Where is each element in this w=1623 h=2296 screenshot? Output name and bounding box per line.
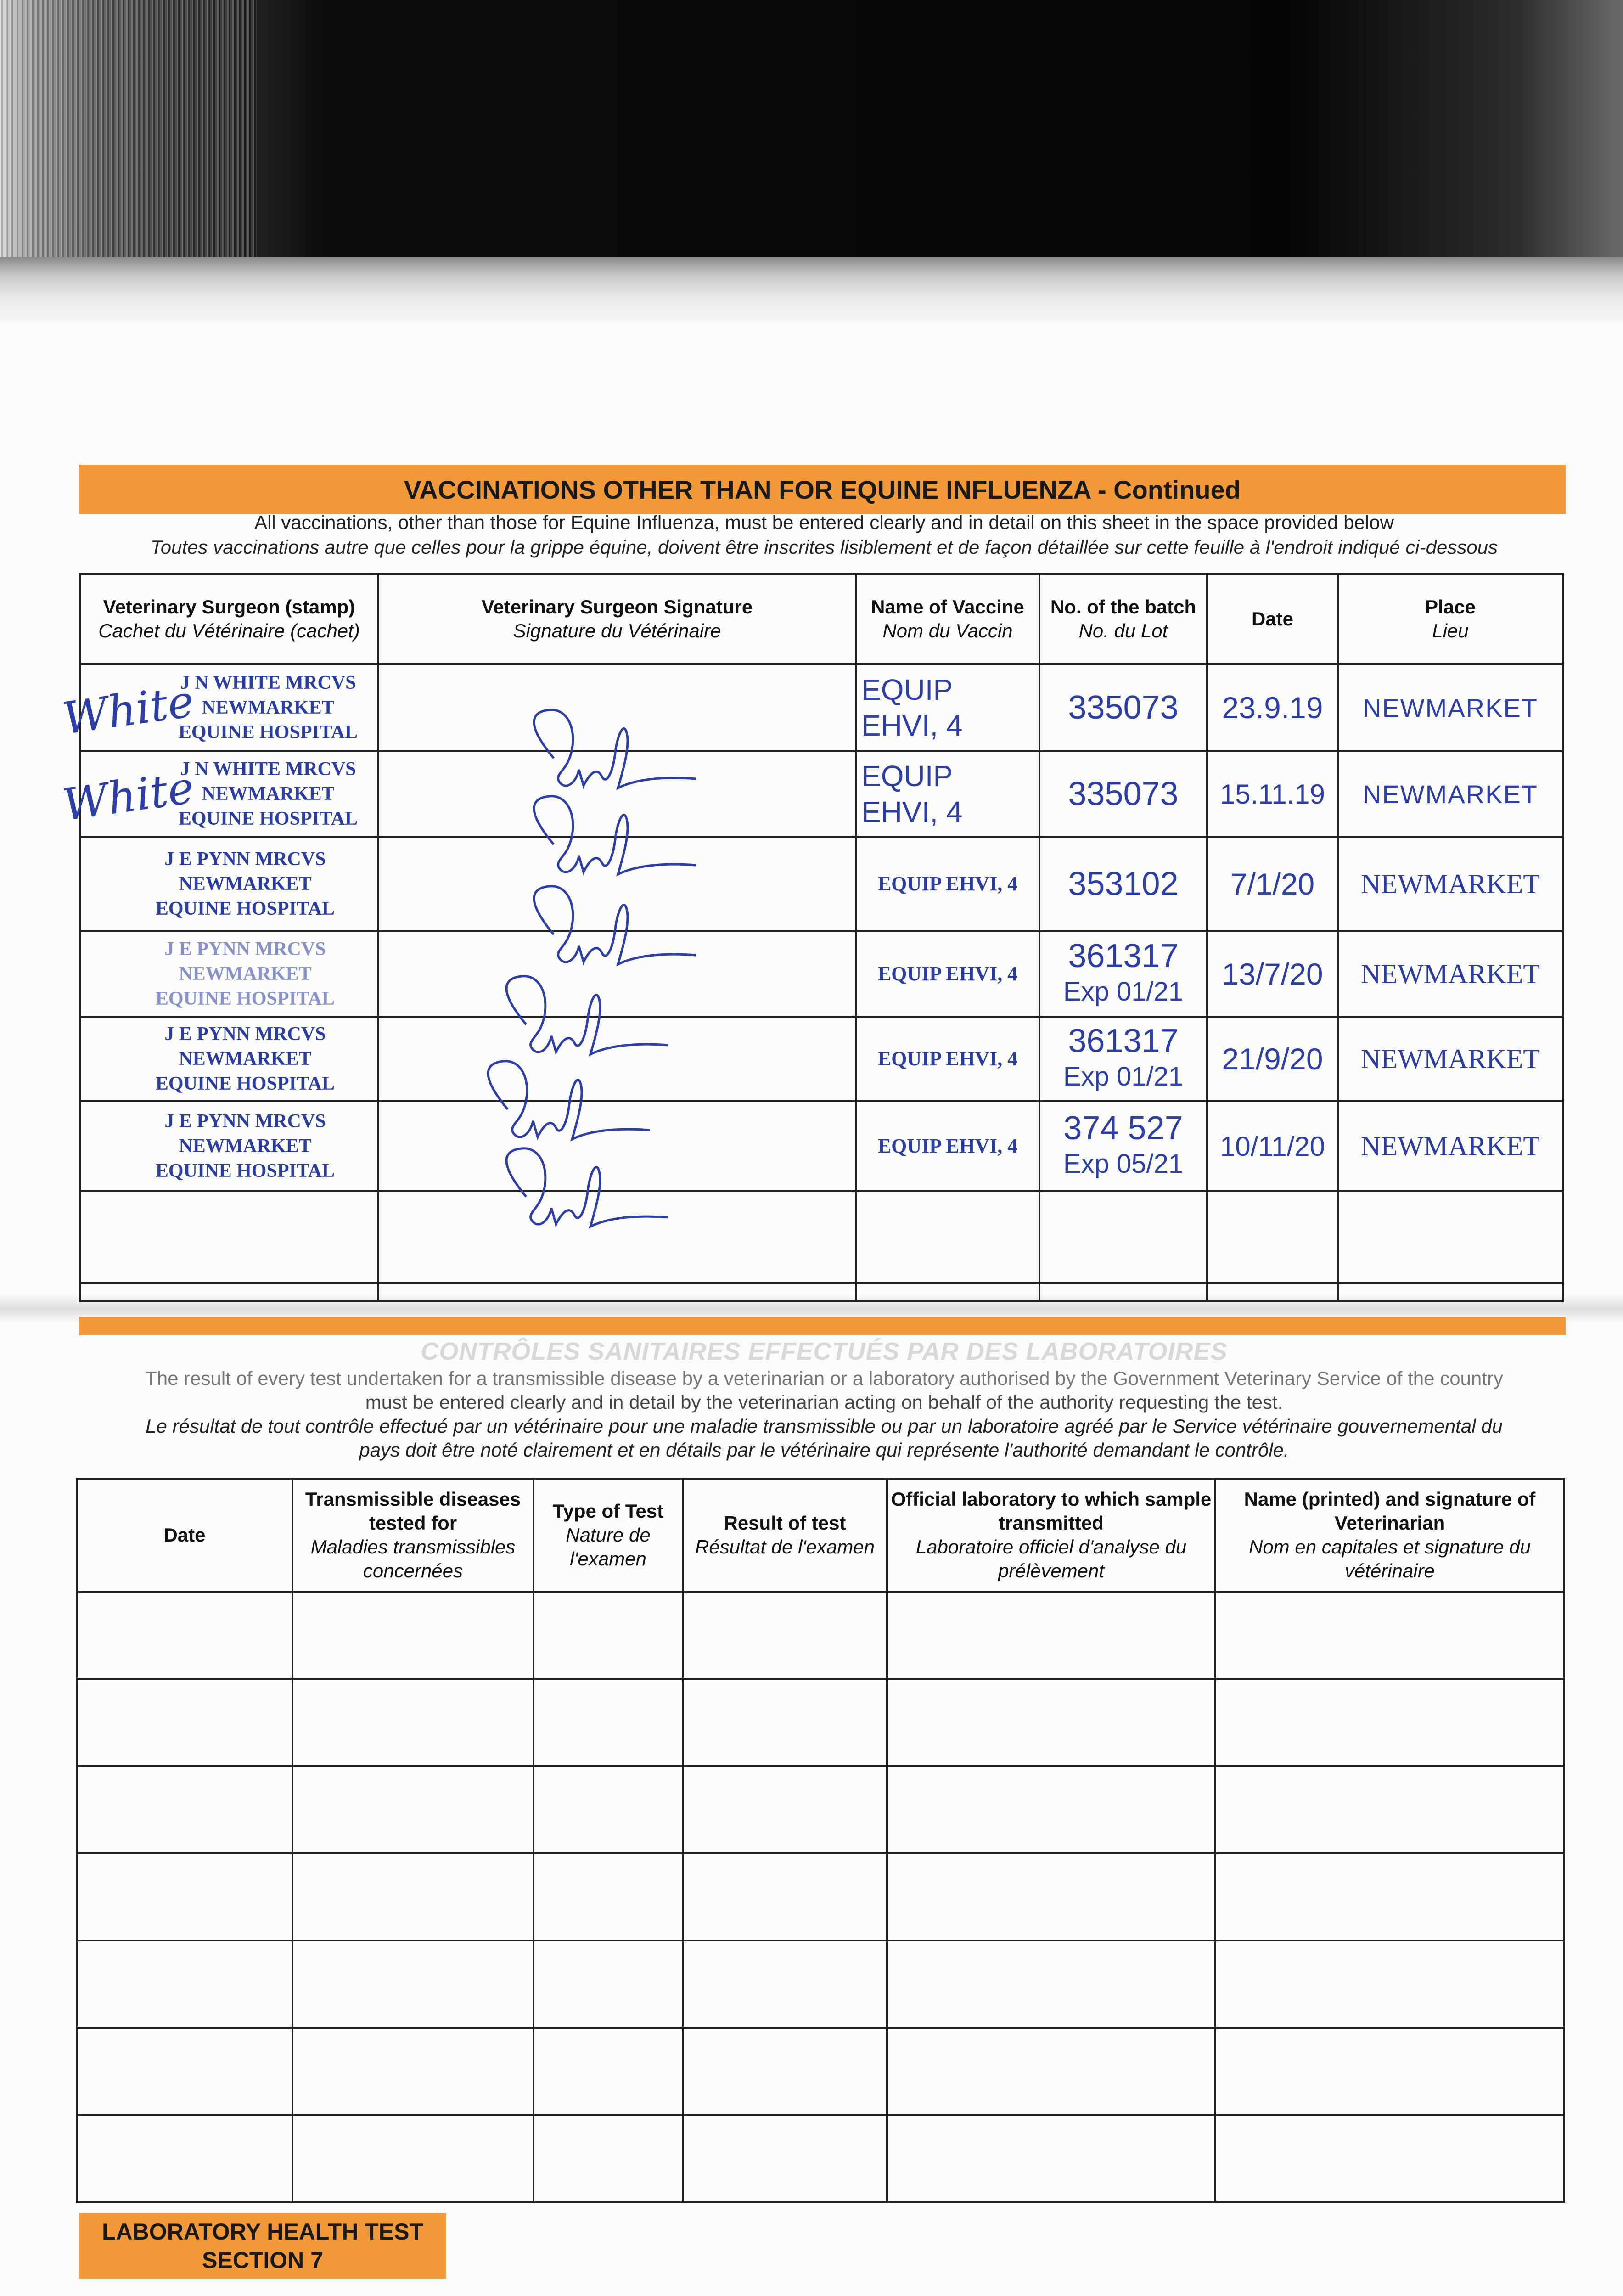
signature-stroke: [534, 796, 696, 874]
date-cell: 13/7/20: [1207, 931, 1338, 1017]
batch-number: 361317: [1068, 1023, 1179, 1059]
col-stamp-header: Veterinary Surgeon (stamp) Cachet du Vétérinaire (cachet): [80, 574, 378, 664]
lab-band: [79, 1317, 1566, 1335]
lab-empty-cell: [683, 2115, 887, 2202]
batch-cell: [1039, 751, 1207, 837]
vet-stamp: [117, 847, 374, 921]
lab-empty-cell: [77, 1679, 292, 1766]
vaccine-name: EQUIP EHVI, 4: [877, 872, 1018, 895]
batch-number: 335073: [1068, 776, 1179, 812]
lab-empty-cell: [1215, 1853, 1564, 1941]
stamp-line: EQUINE HOSPITAL: [178, 808, 358, 829]
vet-signature: [499, 789, 820, 886]
lab-empty-cell: [534, 1592, 683, 1679]
stamp-wrap: [81, 937, 377, 1011]
vaccination-row: [80, 931, 1563, 1017]
vaccination-heading: VACCINATIONS OTHER THAN FOR EQUINE INFLUENZA - Continued: [79, 465, 1566, 514]
vaccination-header-row: [80, 574, 1563, 664]
batch-cell: [1039, 837, 1207, 931]
stamp-line: J E PYNN MRCVS: [164, 1024, 326, 1045]
batch-number: 335073: [1068, 689, 1179, 726]
lab-row: [77, 1853, 1564, 1941]
batch-number: Exp 05/21: [1063, 1149, 1184, 1179]
handwritten-name: White: [59, 761, 197, 831]
date-cell: 7/1/20: [1207, 837, 1338, 931]
lab-col-result-header: Result of test Résultat de l'examen: [683, 1479, 887, 1592]
batch-number: 361317: [1068, 938, 1179, 974]
vaccine-cell: [856, 751, 1039, 837]
vaccine-cell: [856, 1101, 1039, 1191]
stamp-line: NEWMARKET: [179, 1136, 312, 1157]
lab-row: [77, 1592, 1564, 1679]
lab-empty-cell: [887, 1592, 1215, 1679]
col-batch-header: No. of the batch No. du Lot: [1039, 574, 1207, 664]
signature-stroke: [506, 976, 668, 1054]
section-badge: [79, 2213, 446, 2279]
stamp-wrap: [81, 1022, 377, 1096]
lab-intro-en-2: must be entered clearly and in detail by the veterinarian acting on behalf of the authority requesting the test.: [365, 1391, 1283, 1413]
lab-row: [77, 1766, 1564, 1853]
lab-row: [77, 1679, 1564, 1766]
handwritten-name: White: [59, 675, 197, 745]
lab-empty-cell: [534, 1766, 683, 1853]
lab-empty-cell: [683, 2028, 887, 2115]
lab-empty-cell: [534, 1941, 683, 2028]
vaccination-row: [80, 664, 1563, 751]
stamp-line: NEWMARKET: [179, 963, 312, 985]
lab-empty-cell: [1215, 1592, 1564, 1679]
vaccination-row: [80, 837, 1563, 931]
vaccine-name: EQUIP: [861, 673, 953, 706]
stamp-line: J N WHITE MRCVS: [180, 759, 356, 780]
col-date-header: Date: [1207, 574, 1338, 664]
vaccine-name: EQUIP EHVI, 4: [877, 962, 1018, 985]
signature-cell: [378, 664, 856, 751]
vaccination-row-empty: [80, 1191, 1563, 1283]
lab-empty-cell: [292, 2115, 534, 2202]
lab-empty-cell: [292, 1853, 534, 1941]
stamp-line: J E PYNN MRCVS: [164, 849, 326, 870]
lab-empty-cell: [1215, 2115, 1564, 2202]
lab-col-veterinarian-header: Name (printed) and signature of Veterinarian Nom en capitales et signature du vétérinaire: [1215, 1479, 1564, 1592]
lab-intro-fr-2: pays doit être noté clairement et en détails par le vétérinaire qui représente l'authorité demandant le contrôle.: [359, 1439, 1289, 1461]
lab-col-type-header: Type of Test Nature de l'examen: [534, 1479, 683, 1592]
stamp-cell: [80, 931, 378, 1017]
stamp-wrap: [59, 670, 377, 745]
scan-streak: [0, 0, 257, 257]
stamp-line: EQUINE HOSPITAL: [155, 1073, 335, 1094]
vaccination-table: [59, 573, 1564, 1302]
date-cell: 23.9.19: [1207, 664, 1338, 751]
place-cell: NEWMARKET: [1338, 1017, 1563, 1101]
stamp-wrap: [81, 1109, 377, 1183]
lab-empty-cell: [77, 2115, 292, 2202]
date-cell: 10/11/20: [1207, 1101, 1338, 1191]
col-signature-header: Veterinary Surgeon Signature Signature du Vétérinaire: [378, 574, 856, 664]
lab-empty-cell: [77, 1592, 292, 1679]
signature-stroke: [534, 710, 696, 788]
place-cell: NEWMARKET: [1338, 931, 1563, 1017]
stamp-wrap: [81, 847, 377, 921]
vaccine-name: EHVI, 4: [861, 795, 963, 828]
signature-stroke: [534, 886, 696, 964]
vaccine-cell: [856, 664, 1039, 751]
lab-empty-cell: [292, 1679, 534, 1766]
stamp-line: EQUINE HOSPITAL: [155, 1160, 335, 1182]
empty-cell: [1039, 1191, 1207, 1283]
lab-row: [77, 2115, 1564, 2202]
lab-empty-cell: [887, 2115, 1215, 2202]
stamp-cell: [80, 1101, 378, 1191]
stamp-line: NEWMARKET: [202, 783, 335, 805]
vaccine-name: EHVI, 4: [861, 709, 963, 742]
empty-cell: [80, 1191, 378, 1283]
batch-cell: [1039, 931, 1207, 1017]
lab-empty-cell: [292, 1941, 534, 2028]
lab-empty-cell: [77, 1766, 292, 1853]
lab-empty-cell: [534, 1679, 683, 1766]
lab-row: [77, 1941, 1564, 2028]
vet-signature: [471, 969, 792, 1066]
lab-intro-fr-1: Le résultat de tout contrôle effectué par un vétérinaire pour une maladie transmissible ou par un laboratoire agréé par le Service vétérinaire gouvernemental du: [146, 1415, 1503, 1437]
place-cell: NEWMARKET: [1338, 1101, 1563, 1191]
signature-stroke: [488, 1061, 650, 1139]
section-badge-line2: SECTION 7: [202, 2247, 323, 2273]
vaccine-cell: [856, 837, 1039, 931]
stamp-line: NEWMARKET: [202, 697, 335, 718]
stamp-line: EQUINE HOSPITAL: [155, 988, 335, 1009]
batch-number: Exp 01/21: [1063, 977, 1184, 1007]
vet-signature: [471, 1142, 792, 1238]
vaccination-row: [80, 1101, 1563, 1191]
lab-intro-en-1: The result of every test undertaken for a transmissible disease by a veterinarian or a laboratory authorised by the Government Veterinary Service of the country: [145, 1367, 1503, 1389]
col-place-header: Place Lieu: [1338, 574, 1563, 664]
page-edge-shadow: [0, 257, 1623, 326]
place-cell: NEWMARKET: [1338, 837, 1563, 931]
lab-empty-cell: [77, 1853, 292, 1941]
signature-stroke: [506, 1148, 668, 1227]
vaccine-name: EQUIP: [861, 760, 953, 793]
lab-empty-cell: [292, 2028, 534, 2115]
place-cell: NEWMARKET: [1338, 664, 1563, 751]
lab-empty-cell: [292, 1592, 534, 1679]
date-cell: 21/9/20: [1207, 1017, 1338, 1101]
lab-empty-cell: [683, 1853, 887, 1941]
lab-header-row: [77, 1479, 1564, 1592]
empty-cell: [856, 1191, 1039, 1283]
stamp-cell: [80, 837, 378, 931]
vaccine-cell: [856, 931, 1039, 1017]
batch-cell: [1039, 664, 1207, 751]
lab-col-disease-header: Transmissible diseases tested for Maladies transmissibles concernées: [292, 1479, 534, 1592]
col-vaccine-header: Name of Vaccine Nom du Vaccin: [856, 574, 1039, 664]
lab-empty-cell: [77, 2028, 292, 2115]
stamp-wrap: [59, 757, 377, 831]
stamp-line: NEWMARKET: [179, 873, 312, 895]
lab-col-date-header: Date: [77, 1479, 292, 1592]
lab-table: [76, 1478, 1565, 2203]
lab-empty-cell: [683, 1592, 887, 1679]
lab-row: [77, 2028, 1564, 2115]
lab-empty-cell: [534, 1853, 683, 1941]
batch-number: 374 527: [1063, 1110, 1183, 1147]
lab-empty-cell: [1215, 1679, 1564, 1766]
empty-cell: [1338, 1191, 1563, 1283]
stamp-line: EQUINE HOSPITAL: [178, 722, 358, 743]
lab-empty-cell: [887, 1853, 1215, 1941]
lab-heading: CONTRÔLES SANITAIRES EFFECTUÉS PAR DES LABORATOIRES: [421, 1338, 1228, 1365]
lab-empty-cell: [534, 2028, 683, 2115]
vaccination-row: [80, 1017, 1563, 1101]
lab-empty-cell: [1215, 1941, 1564, 2028]
vet-signature: [499, 703, 820, 799]
empty-cell: [1207, 1191, 1338, 1283]
batch-cell: [1039, 1017, 1207, 1101]
lab-empty-cell: [683, 1766, 887, 1853]
lab-empty-cell: [534, 2115, 683, 2202]
batch-number: 353102: [1068, 866, 1179, 902]
stamp-line: J E PYNN MRCVS: [164, 939, 326, 960]
lab-empty-cell: [1215, 1766, 1564, 1853]
vaccination-intro-en: All vaccinations, other than those for Equine Influenza, must be entered clearly and in detail on this sheet in the space provided below: [254, 512, 1394, 533]
place-cell: NEWMARKET: [1338, 751, 1563, 837]
stamp-cell: [59, 664, 378, 751]
batch-cell: [1039, 1101, 1207, 1191]
stamp-line: J N WHITE MRCVS: [180, 672, 356, 693]
vaccination-row: [80, 751, 1563, 837]
stamp-line: NEWMARKET: [179, 1048, 312, 1069]
lab-empty-cell: [292, 1766, 534, 1853]
batch-number: Exp 01/21: [1063, 1062, 1184, 1092]
lab-empty-cell: [887, 1766, 1215, 1853]
vet-stamp: [117, 1109, 374, 1183]
lab-empty-cell: [887, 2028, 1215, 2115]
vet-signature: [499, 879, 820, 976]
lab-empty-cell: [887, 1941, 1215, 2028]
date-cell: 15.11.19: [1207, 751, 1338, 837]
vaccine-name: EQUIP EHVI, 4: [877, 1047, 1018, 1070]
vaccine-cell: [856, 1017, 1039, 1101]
stamp-line: J E PYNN MRCVS: [164, 1111, 326, 1132]
lab-empty-cell: [683, 1941, 887, 2028]
lab-empty-cell: [77, 1941, 292, 2028]
lab-empty-cell: [1215, 2028, 1564, 2115]
lab-col-laboratory-header: Official laboratory to which sample transmitted Laboratoire officiel d'analyse du prélèvement: [887, 1479, 1215, 1592]
vet-stamp: [117, 1022, 374, 1096]
stamp-cell: [80, 1017, 378, 1101]
stamp-line: EQUINE HOSPITAL: [155, 898, 335, 919]
lab-empty-cell: [683, 1679, 887, 1766]
lab-empty-cell: [887, 1679, 1215, 1766]
vaccine-name: EQUIP EHVI, 4: [877, 1135, 1018, 1157]
vet-stamp: [117, 937, 374, 1011]
section-badge-line1: LABORATORY HEALTH TEST: [102, 2219, 423, 2245]
stamp-cell: [59, 751, 378, 837]
vet-signature: [453, 1054, 774, 1151]
vaccination-intro-fr: Toutes vaccinations autre que celles pour la grippe équine, doivent être inscrites lisiblement et de façon détaillée sur cette feuille à l'endroit indiqué ci-dessous: [150, 536, 1498, 558]
